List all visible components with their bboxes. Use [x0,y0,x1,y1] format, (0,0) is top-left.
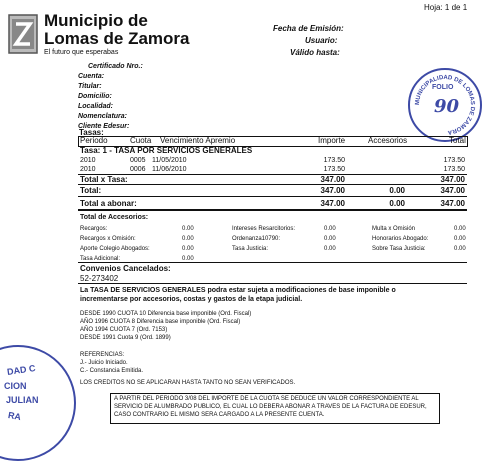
seal-fragment: DAD C [6,363,37,377]
total-importe: 347.00 [320,186,345,195]
accesorios-title: Total de Accesorios: [80,214,149,221]
divider [78,262,467,263]
folio-number: 90 [434,96,460,117]
col-vencimiento: Vencimiento Apremio [160,136,236,145]
acc-label: Tasa Adicional: [80,256,121,262]
acc-value: 0.00 [454,236,466,242]
acc-label: Ordenanza10790: [232,236,281,242]
col-periodo: Periodo [80,136,108,145]
acc-label: Tasa Justicia: [232,246,269,252]
tasa-group-title: Tasa: 1 - TASA POR SERVICIOS GENERALES [80,146,253,155]
acc-label: Honorarios Abogado: [372,236,429,242]
accesorios-col1 [80,224,200,264]
convenio-number: 52-273402 [80,274,119,283]
row2-venc: 11/06/2010 [152,166,187,173]
history-item: DESDE 1991 Cuota 9 (Ord. 1899) [80,335,171,341]
row2-importe: 173.50 [323,166,345,173]
certificado-label: Certificado Nro.: [88,63,143,70]
folio-stamp [408,68,482,142]
tasas-label: Tasas: [79,128,104,137]
acc-label: Aporte Colegio Abogados: [80,246,150,252]
history-item: DESDE 1990 CUOTA 10 Diferencia base imponible (Ord. Fiscal) [80,311,252,317]
domicilio-label: Domicilio: [78,93,112,100]
sheet-counter: Hoja: 1 de 1 [424,3,468,12]
divider [78,184,467,185]
referencia-item: C.- Constancia Emitida. [80,368,144,374]
acc-value: 0.00 [454,226,466,232]
col-importe: Importe [318,136,346,145]
total-abonar-total: 347.00 [440,199,465,208]
municipality-name-line2: Lomas de Zamora [44,29,190,48]
acc-value: 0.00 [454,246,466,252]
row1-venc: 11/05/2010 [152,157,187,164]
alumbrado-notice-box [110,393,440,424]
divider [78,196,467,197]
row2-total: 173.50 [443,166,465,173]
total-accesorios: 0.00 [389,186,405,195]
total-abonar-accesorios: 0.00 [389,199,405,208]
acc-value: 0.00 [182,236,194,242]
partial-seal-stamp [0,345,76,461]
referencias-block [80,351,143,375]
fecha-emision-label: Fecha de Emisión: [273,24,344,33]
row1-cuota: 0005 [130,157,146,164]
acc-label: Recargos: [80,226,108,232]
referencia-item: J.- Juicio Iniciado. [80,360,128,366]
divider [78,174,467,175]
folio-label: FOLIO [432,84,454,91]
acc-value: 0.00 [182,226,194,232]
acc-label: Multa x Omisión [372,226,416,232]
acc-value: 0.00 [324,236,336,242]
col-accesorios: Accesorios [368,136,408,145]
total-x-tasa-total: 347.00 [440,175,465,184]
total-abonar-importe: 347.00 [320,199,345,208]
titular-label: Titular: [78,83,102,90]
col-cuota: Cuota [130,136,152,145]
acc-label: Recargos x Omisión: [80,236,136,242]
accesorios-col3 [372,224,468,254]
total-x-tasa-label: Total x Tasa: [80,175,128,184]
usuario-label: Usuario: [305,36,338,45]
creditos-note: LOS CREDITOS NO SE APLICARAN HASTA TANTO NO SEAN VERIFICADOS. [80,380,296,386]
history-item: AÑO 1996 CUOTA 8 Diferencia base imponible (Ord. Fiscal) [80,319,241,325]
total-total: 347.00 [440,186,465,195]
convenios-title: Convenios Cancelados: [80,264,171,273]
stamp-ring-text: MUNICIPALIDAD DE LOMAS DE ZAMORA [414,74,476,135]
municipal-logo-icon [8,14,38,54]
alumbrado-notice-text: A PARTIR DEL PERIODO 3/08 DEL IMPORTE DE LA CUOTA SE DEDUCE UN VALOR CORRESPONDIENTE AL SERVICIO DE ALUMBRADO PUBLICO, EL CUAL LO DEBERA ABONAR A TRAVES DE LA FACTURA DE EDESUR, CASO CONTRARIO EL MISMO SERA CARGADO A LA PRESENTE CUENTA. [114,396,427,418]
total-x-tasa-importe: 347.00 [320,175,345,184]
accesorios-col2 [232,224,342,254]
acc-value: 0.00 [182,246,194,252]
seal-fragment: JULIAN [6,395,39,405]
total-label: Total: [80,186,102,195]
divider [78,283,467,284]
account-info-block [78,62,143,132]
divider [78,209,467,211]
row1-total: 173.50 [443,157,465,164]
col-total: Total [449,136,466,145]
valido-hasta-label: Válido hasta: [290,48,340,57]
history-item: AÑO 1994 CUOTA 7 (Ord. 7153) [80,327,168,333]
acc-value: 0.00 [324,226,336,232]
row2-cuota: 0006 [130,166,146,173]
seal-fragment: CION [4,381,27,391]
nomenclatura-label: Nomenclatura: [78,113,128,120]
row1-importe: 173.50 [323,157,345,164]
cliente-edesur-label: Cliente Edesur: [78,123,130,130]
referencias-title: REFERENCIAS: [80,352,125,358]
seal-fragment: RA [7,409,22,423]
row1-periodo: 2010 [80,157,96,164]
acc-value: 0.00 [182,256,194,262]
localidad-label: Localidad: [78,103,114,110]
acc-label: Intereses Resarcitorios: [232,226,296,232]
total-abonar-label: Total a abonar: [80,199,137,208]
acc-value: 0.00 [324,246,336,252]
slogan: El futuro que esperabas [44,49,119,56]
municipality-name-line1: Municipio de [44,11,148,30]
cuenta-label: Cuenta: [78,73,105,80]
notice-bold: La TASA DE SERVICIOS GENERALES podra estar sujeta a modificaciones de base imponible o incrementarse por accesorios, costas y gastos de la etapa judicial. [80,287,396,303]
acc-label: Sobre Tasa Justicia: [372,246,426,252]
history-list [80,310,251,342]
row2-periodo: 2010 [80,166,96,173]
